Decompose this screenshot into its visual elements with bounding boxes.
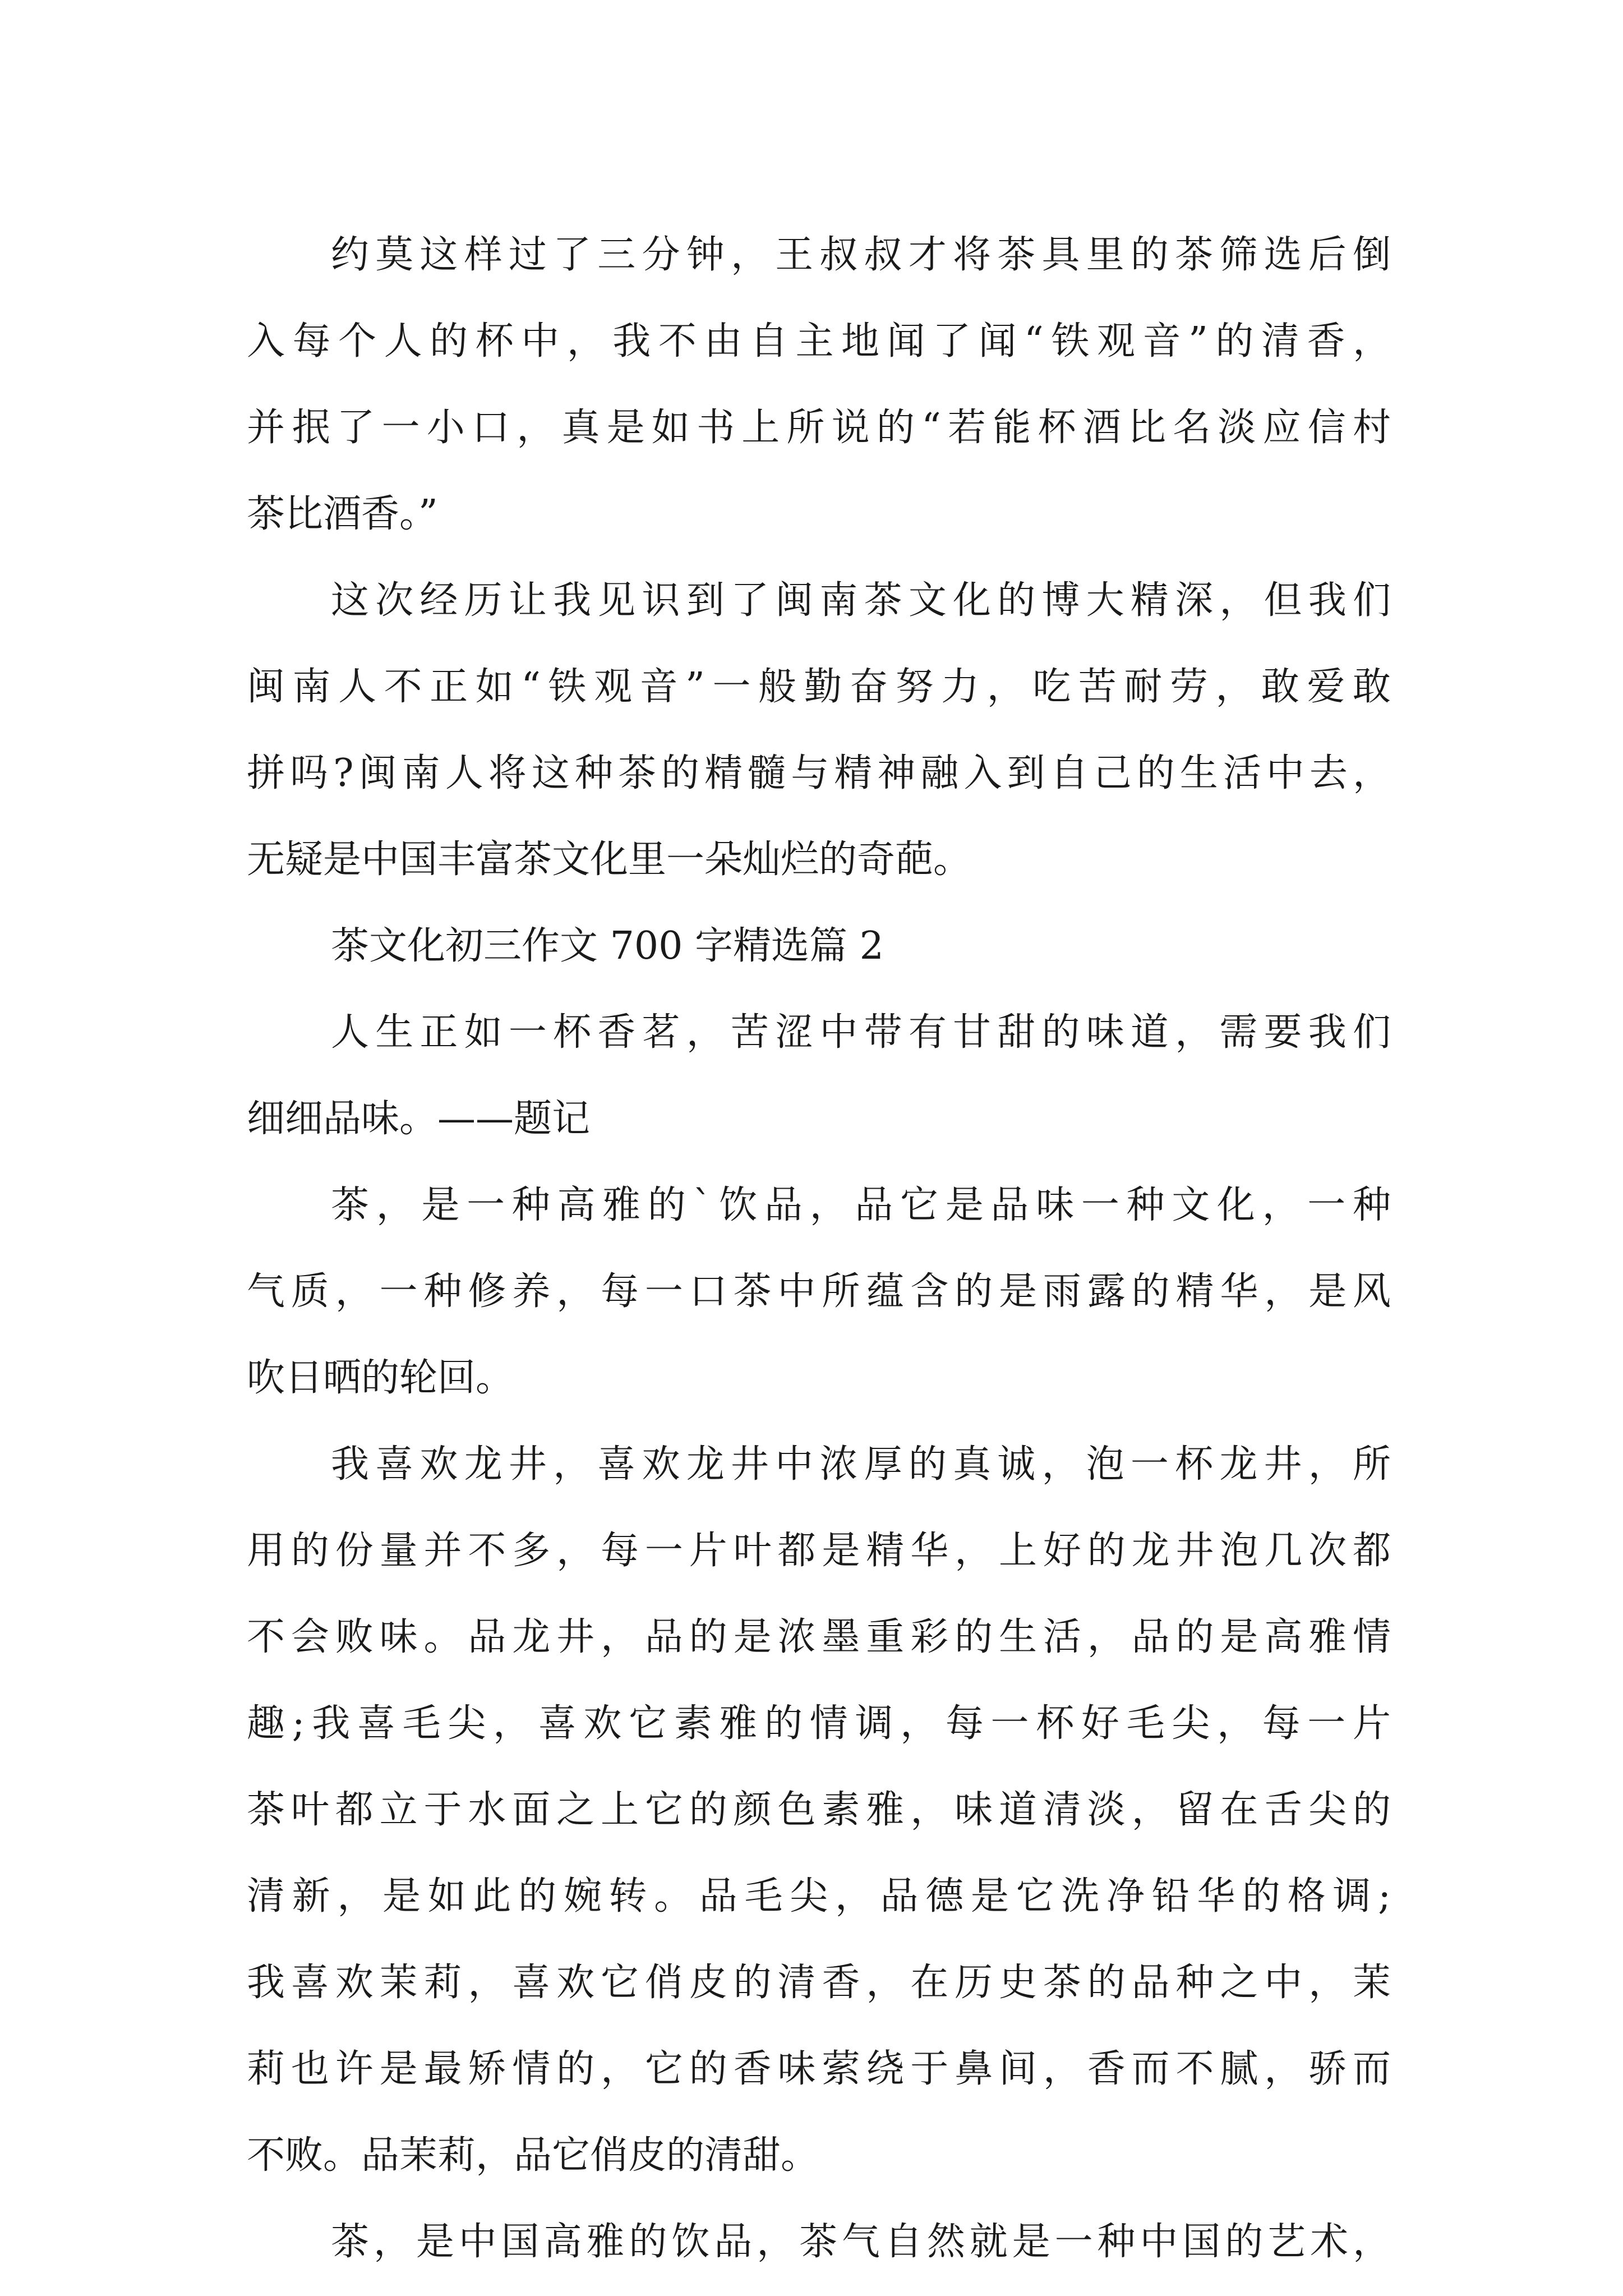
text-line: 气质，一种修养，每一口茶中所蕴含的是雨露的精华，是风 [247,1269,1391,1314]
text-line: 约莫这样过了三分钟，王叔叔才将茶具里的茶筛选后倒 [331,233,1391,277]
text-line: 人生正如一杯香茗，苦涩中带有甘甜的味道，需要我们 [331,1010,1391,1055]
text-line: 用的份量并不多，每一片叶都是精华，上好的龙井泡几次都 [247,1529,1391,1573]
text-line: 茶，是一种高雅的`饮品，品它是品味一种文化，一种 [331,1183,1391,1227]
text-line: 闽南人不正如“铁观音”一般勤奋努力，吃苦耐劳，敢爱敢 [247,665,1391,709]
text-line: 趣;我喜毛尖，喜欢它素雅的情调，每一杯好毛尖，每一片 [247,1701,1391,1746]
section-heading: 茶文化初三作文 700 字精选篇 2 [331,924,884,968]
text-line: 细细品味。——题记 [247,1097,591,1141]
text-line: 这次经历让我见识到了闽南茶文化的博大精深，但我们 [331,578,1391,623]
text-line: 吹日晒的轮回。 [247,1356,514,1400]
text-line: 莉也许是最矫情的，它的香味萦绕于鼻间，香而不腻，骄而 [247,2047,1391,2091]
document-body [247,212,1391,2285]
text-line: 茶比酒香。” [247,492,438,536]
text-line: 并抿了一小口，真是如书上所说的“若能杯酒比名淡应信村 [247,406,1391,450]
text-line: 茶叶都立于水面之上它的颜色素雅，味道清淡，留在舌尖的 [247,1788,1391,1832]
text-line: 入每个人的杯中，我不由自主地闻了闻“铁观音”的清香， [247,319,1391,364]
text-line: 茶，是中国高雅的饮品，茶气自然就是一种中国的艺术， [331,2220,1391,2264]
text-line: 我喜欢龙井，喜欢龙井中浓厚的真诚，泡一杯龙井，所 [331,1442,1391,1487]
text-line: 我喜欢茉莉，喜欢它俏皮的清香，在历史茶的品种之中，茉 [247,1961,1391,2005]
text-line: 清新，是如此的婉转。品毛尖，品德是它洗净铅华的格调; [247,1874,1391,1918]
text-line: 不会败味。品龙井，品的是浓墨重彩的生活，品的是高雅情 [247,1615,1391,1659]
text-line: 无疑是中国丰富茶文化里一朵灿烂的奇葩。 [247,838,972,882]
text-line: 不败。品茉莉，品它俏皮的清甜。 [247,2133,819,2178]
text-line: 拼吗?闽南人将这种茶的精髓与精神融入到自己的生活中去， [247,751,1391,795]
